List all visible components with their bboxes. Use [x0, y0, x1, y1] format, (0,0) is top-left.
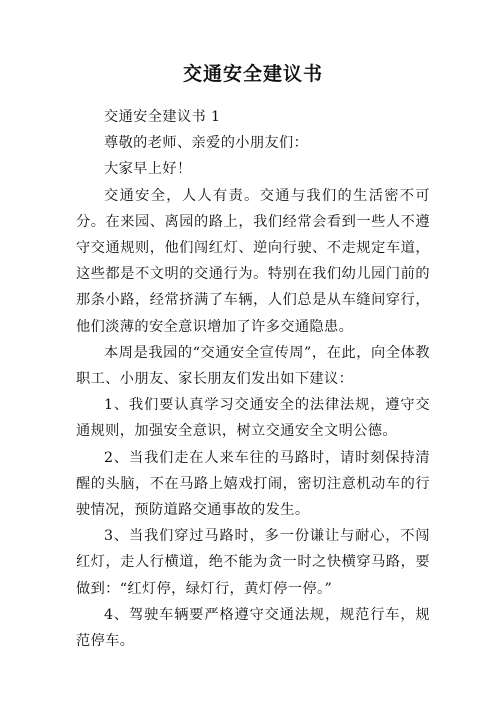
suggestion-1-paragraph: 1、我们要认真学习交通安全的法律法规，遵守交通规则，加强安全意识，树立交通安全文明公德。: [76, 397, 430, 440]
suggestion-4-paragraph: 4、驾驶车辆要严格遵守交通法规，规范行车，规范停车。: [76, 606, 430, 650]
subtitle-paragraph: 交通安全建议书 1: [104, 109, 221, 125]
campaign-paragraph: 本周是我园的“交通安全宣传周”，在此，向全体教职工、小朋友、家长朋友们发出如下建议：: [76, 344, 430, 388]
suggestion-2-paragraph: 2、当我们走在人来车往的马路时，请时刻保持清醒的头脑，不在马路上嬉戏打闹，密切注意机动车的行驶情况，预防道路交通事故的发生。: [76, 449, 430, 519]
salutation-paragraph: 尊敬的老师、亲爱的小朋友们：: [104, 135, 309, 152]
suggestion-3-paragraph: 3、当我们穿过马路时，多一份谦让与耐心，不闯红灯，走人行横道，绝不能为贪一时之快横穿马路，要做到：“红灯停，绿灯行，黄灯停一停。”: [76, 528, 430, 597]
intro-paragraph: 交通安全，人人有责。交通与我们的生活密不可分。在来园、离园的路上，我们经常会看到一些人不遵守交通规则，他们闯红灯、逆向行驶、不走规定车道，这些都是不文明的交通行为。特别在我们幼儿园门前的那条小路，经常挤满了车辆，人们总是从车缝间穿行，他们淡薄的安全意识增加了许多交通隐患。: [76, 187, 430, 335]
greeting-paragraph: 大家早上好！: [104, 161, 192, 178]
document-title: 交通安全建议书: [182, 63, 323, 85]
